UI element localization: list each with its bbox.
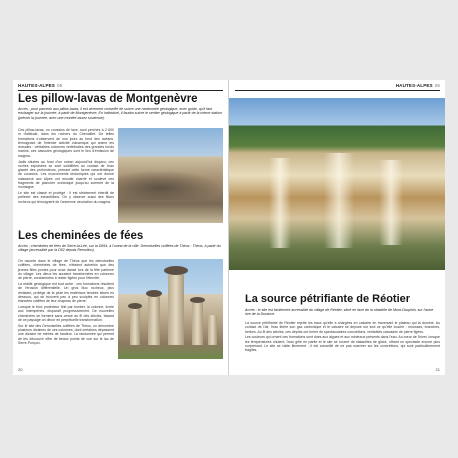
section-intro-reotier: Accès : le site est facilement accessible du village de Réotier, situé en face de la citadelle de Mont-Dauphin, sur l'autre rive de la Durance. bbox=[245, 308, 434, 317]
section-title-cheminees: Les cheminées de fées bbox=[18, 230, 144, 242]
page-number-left: 20 bbox=[18, 367, 23, 372]
rock-column bbox=[168, 273, 184, 345]
rock-column bbox=[148, 295, 160, 345]
rock-column bbox=[130, 307, 140, 345]
section-intro-pillow-lavas: Accès : pour parvenir aux pillow-lavas, il est vivement conseillé de suivre une randonnée géologique, avec guide, qu'il faut envisager sur la journée, à partir de Montgenèvre. En individuel, il faudra suivre le sentier géologique à partir de la même station (prévoir la journée, avec une montée assez soutenue). bbox=[18, 107, 222, 120]
rock-cap bbox=[164, 266, 188, 275]
header-rule-left bbox=[18, 90, 223, 91]
calcite-flow bbox=[269, 158, 291, 248]
section-body-cheminees: On raconte dans le village de Théus que les demoiselles coiffées, cheminées de fées, n'étaient autrefois que des jeunes filles punies pour avoir dansé lors de la fête païenne du village. Les dieux les auraient transformées en colonnes de pierre, condamnées à rester figées pour l'éternité. La réalité géologique est tout autre : ces formations résultent de l'érosion différentielle. Un gros bloc rocheux, plus résistant, protège de la pluie les matériaux tendres situés en dessous, qui se trouvent peu à peu sculptés en colonnes élancées coiffées de leur chapeau de pierre. Lorsque le bloc protecteur finit par tomber, la colonne, livrée aux intempéries, disparaît progressivement. De nouvelles cheminées se forment sans cesse au fil des siècles, faisant de ce paysage un décor en perpétuelle transformation. Sur le site des Demoiselles coiffées de Théus, on dénombre plusieurs dizaines de ces colonnes, dont certaines dépassent une dizaine de mètres de hauteur. La randonnée qui permet de les découvrir offre de beaux points de vue sur le lac de Serre-Ponçon. bbox=[18, 259, 114, 345]
running-head-left: HAUTES-ALPES 05 bbox=[18, 83, 63, 88]
section-body-reotier: La source pétrifiante de Réotier rejette les eaux qu'elle a chargées en calcaire en traversant le plateau qui la domine. Au contact de l'air, l'eau libère son gaz carbonique et le calcaire se dépose sur tout ce qu'elle touche : mousses, branches, herbes. Au fil des siècles, ces dépôts ont formé de spectaculaires concrétions, véritables cascades de pierre figées. Les couleurs qui ornent ces formations sont dues aux algues et aux minéraux présents dans l'eau. Au cœur de l'hiver, lorsque les températures chutent, l'eau gèle en partie et le site se couvre de stalactites de glace, offrant un spectacle encore plus surprenant. Le site se visite librement ; il est conseillé de ne pas marcher sur les concrétions, qui sont particulièrement fragiles. bbox=[245, 321, 440, 353]
section-title-pillow-lavas: Les pillow-lavas de Montgenèvre bbox=[18, 93, 198, 105]
section-title-reotier: La source pétrifiante de Réotier bbox=[245, 293, 411, 305]
section-intro-cheminees: Accès : cheminées de fées de Serre-la-Lée, sur la D954, à l'ouest de la ville. Demoiselles coiffées de Théus : Théus, à partir du village (accessible par la D52 depuis Remollon). bbox=[18, 244, 221, 253]
section-body-pillow-lavas: Ces pillow-lavas, ou coussins de lave, sont perchés à 2 600 m d'altitude, dans les rochers du Chenaillet. De telles formations s'observent de nos jours au fond des océans, témoignant de l'intense activité volcanique qui anime les dorsales : véritables colonnes vertébrales des grandes fonds marins, ces cassures géologiques sont le lieu d'émission de magma. Jadis situées au fond d'un océan aujourd'hui disparu, ces roches expulsées se sont solidifiées au contact de l'eau glacée des profondeurs, prenant cette forme caractéristique de coussins. Les mouvements tectoniques qui ont donné naissance aux Alpes ont ensuite charrié et soulevé ces fragments de plancher océanique jusqu'au sommet de la montagne. Le site est classé et protégé : il est strictement interdit de prélever des échantillons. On y observe aussi des filons rocheux qui témoignent de l'ancienne circulation du magma. bbox=[18, 128, 114, 204]
photo-cheminees-de-fees bbox=[118, 259, 223, 359]
photo-pillow-lavas bbox=[118, 128, 223, 223]
calcite-flow bbox=[379, 160, 403, 245]
rock-column bbox=[208, 315, 217, 345]
page-number-right: 21 bbox=[435, 367, 440, 372]
rock-cap bbox=[190, 297, 205, 303]
rock-cap bbox=[128, 303, 142, 309]
rock-column bbox=[192, 301, 203, 345]
running-head-right: HAUTES-ALPES 05 bbox=[395, 83, 440, 88]
header-rule-right bbox=[235, 90, 440, 91]
rock-cap bbox=[146, 290, 162, 297]
right-page bbox=[229, 80, 445, 375]
calcite-flow bbox=[324, 153, 354, 248]
left-page bbox=[13, 80, 228, 375]
photo-source-petrifiante bbox=[229, 98, 445, 270]
